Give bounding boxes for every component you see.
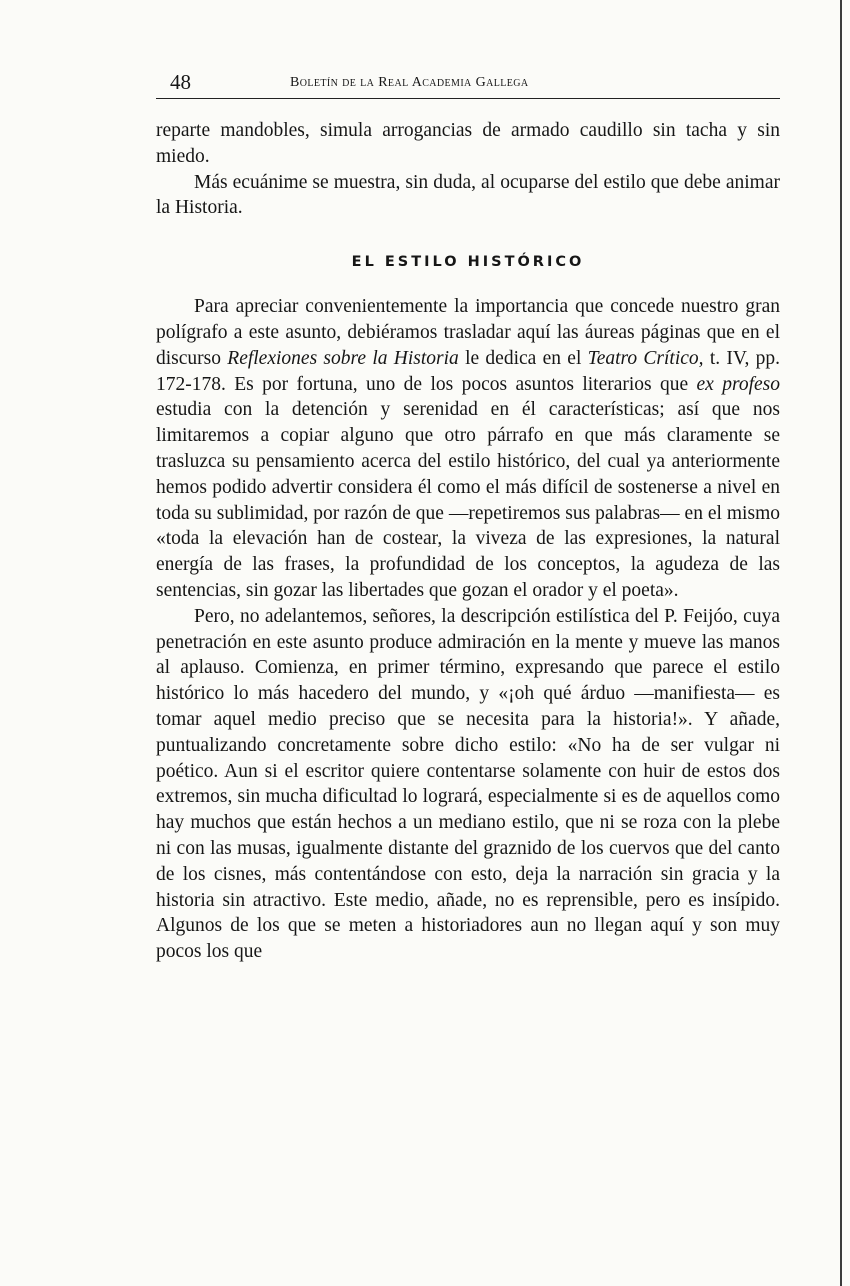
paragraph-intro: Más ecuánime se muestra, sin duda, al ocuparse del estilo que debe animar la Historia. xyxy=(156,171,780,219)
work-title-teatro-critico: Teatro Crítico, xyxy=(587,347,704,369)
page-number: 48 xyxy=(170,70,191,94)
paragraph-text: estudia con la detención y serenidad en él características; así que nos limitaremos a copiar alguno que otro párrafo en que más claramente se trasluzca su pensamiento acerca del estilo histórico, del cual ya anteriormente hemos podido advertir considera él como el más difícil de sostenerse a nivel en toda su sublimidad, por razón de que —repetiremos sus palabras— en el mismo «toda la elevación han de costear, la viveza de las expresiones, la natural energía de las frases, la profundidad de los conceptos, la agudeza de las sentencias, sin gozar las libertades que gozan el orador y el poeta». xyxy=(156,399,780,601)
section-heading: EL ESTILO HISTÓRICO xyxy=(351,254,585,271)
paragraph-text: t. IV, pp. 172-178. Es por fortuna, uno de los pocos asuntos literarios que xyxy=(156,347,780,395)
running-title: Boletín de la Real Academia Gallega xyxy=(290,75,529,90)
text-column xyxy=(156,118,780,965)
paragraph-feijoo-history xyxy=(156,294,780,604)
paragraph-continuation: reparte mandobles, simula arrogancias de armado caudillo sin tacha y sin miedo. xyxy=(156,120,780,167)
page-header xyxy=(156,70,780,98)
work-title-reflexiones: Reflexiones sobre la Historia xyxy=(227,347,459,369)
paragraph-text: le dedica en el xyxy=(458,347,588,369)
paragraph-style-description: Pero, no adelantemos, señores, la descripción estilística del P. Feijóo, cuya penetración en este asunto produce admiración en la mente y mueve las manos al aplauso. Comienza, en primer término, expresando que parece el estilo histórico lo más hacedero del mundo, y «¡oh qué árduo —manifiesta— es tomar aquel medio preciso que se necesita para la historia!». Y añade, puntualizando concretamente sobre dicho estilo: «No ha de ser vulgar ni poético. Aun si el escritor quiere contentarse solamente con huir de estos dos extremos, sin mucha dificultad lo logrará, especialmente si es de aquellos como hay muchos que están hechos a un mediano estilo, que ni se roza con la plebe ni con las musas, igualmente distante del graznido de los cuervos que del canto de los cisnes, más contentándose con esto, deja la narración sin gracia y la historia sin atractivo. Este medio, añade, no es reprensible, pero es insípido. Algunos de los que se meten a historiadores aun no llegan aquí y son muy pocos los que xyxy=(156,605,780,963)
latin-phrase: ex profeso xyxy=(696,373,780,395)
paragraph-text: Para apreciar convenientemente la importancia que concede nuestro gran polígrafo a este asunto, debiéramos trasladar aquí las áureas páginas que en el discurso xyxy=(156,296,780,369)
page-edge-line xyxy=(840,0,842,1286)
header-rule xyxy=(156,98,780,99)
